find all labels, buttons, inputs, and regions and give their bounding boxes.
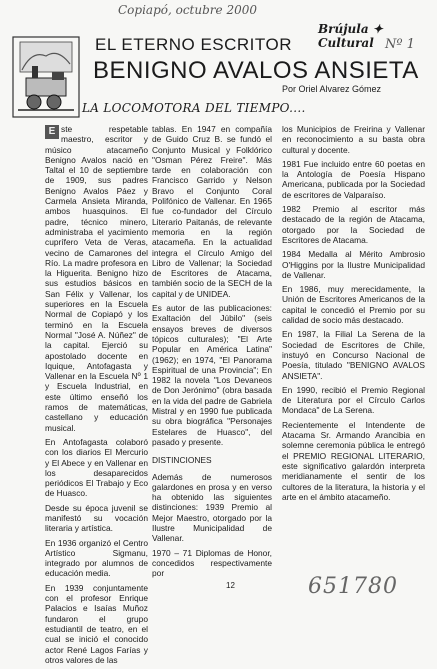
handwritten-issue-number: Nº 1 — [385, 37, 415, 52]
paragraph: los Municipios de Freirina y Vallenar en reconocimiento a su basta obra cultural y docente. — [282, 124, 425, 155]
text-column-3 — [282, 124, 425, 506]
paragraph: Es autor de las publicaciones: Exaltación del Júbilo" (seis ensayos breves de diversos tópicos culturales); "El Arte Popular en América Latina" (1962); en 1974, "El Panorama Espiritual de una Provincia"; En 1982 la novela "Los Devaneos de Don Jerónimo" (obra basada en la vida del padre de Gabriela Mistral y en 1990 fue publicada su obra biográfica "Personajes Estelares de Huasco", del pasado y presente. — [152, 303, 272, 447]
section-title: LA LOCOMOTORA DEL TIEMPO.... — [82, 101, 306, 115]
brand-left: Brújula — [318, 22, 369, 36]
masthead-brand — [318, 22, 437, 50]
compass-icon: ✦ — [372, 22, 383, 36]
paragraph: 1982 Premio al escritor más destacado de la región de Atacama, otorgado por la Sociedad de Escritores de Atacama. — [282, 204, 425, 245]
handwritten-date: Copiapó, octubre 2000 — [118, 3, 257, 17]
paragraph: En 1986, muy merecidamente, la Unión de Escritores Americanos de la capital le concedió el Premio por su calidad de socio más destacado. — [282, 284, 425, 326]
handwritten-archive-code: 651780 — [308, 574, 398, 599]
paragraph: Desde su época juvenil se manifestó su vocación literaria y artística. — [45, 502, 148, 534]
brand-right: Cultural — [318, 36, 374, 50]
paragraph: En 1987, la Filial La Serena de la Sociedad de Escritores de Chile, instuyó en Concurso Nacional de Poesía, titulado "BENIGNO AVALOS ANSIETA". — [282, 329, 425, 381]
paragraph — [45, 124, 148, 433]
article-kicker: EL ETERNO ESCRITOR — [95, 35, 292, 54]
paragraph: En 1936 organizó el Centro Artístico Sigmanu, integrado por alumnos de educación media. — [45, 537, 148, 579]
drop-cap: E — [45, 125, 59, 139]
paragraph: Además de numerosos galardones en prosa y en verso ha obtenido las siguientes distinciones: 1939 Premio al Mejor Maestro, otorgado por la Ilustre Municipalidad de Vallenar. — [152, 471, 272, 544]
page-number: 12 — [226, 581, 235, 590]
paragraph: En Antofagasta colaboró con los diarios El Mercurio y El Abece y en Vallenar en los desaparecidos periódicos El Trabajo y Eco de Huasco. — [45, 436, 148, 499]
text-column-1 — [45, 124, 148, 669]
paragraph: 1981 Fue incluido entre 60 poetas en la Antología de Poesía Hispano Americana, publicada por la Sociedad de escritores de Valparaíso. — [282, 158, 425, 200]
paragraph: Recientemente el Intendente de Atacama Sr. Armando Arancibia en solemne ceremonia pública le entregó el PREMIO REGIONAL LITERARIO, este significativo galardón interpreta meridianamente el sentir de los cultores de la literatura, la historia y el arte en el ámbito atacameño. — [282, 419, 425, 502]
text-column-2 — [152, 124, 272, 582]
distinctions-heading: DISTINCIONES — [152, 455, 212, 466]
article-title: BENIGNO AVALOS ANSIETA — [93, 57, 419, 84]
paragraph-text: ste respetable maestro, escritor y músico atacameño Benigno Avalos nació en Taltal el 10 de septiembre de 1909, sus padres Benigno Avalos Páez y Carmela Ansieta Miranda, ambos huasquinos. El padre, técnico minero, administraba el yacimiento cuprífero Veta de Veras, vecino de Camarones del Río. La madre profesora en la Higuerita. Benigno hizo sus estudios básicos en San Félix y Vallenar, los superiores en la Escuela Normal de Copiapó y los terminó en la Escuela Normal "José A. Núñez" de la capital. Ejerció su apostolado docente en Iquique, Antofagasta y Vallenar en la Escuela Nº 1 y Escuela Industrial, en este último enseñó los ramos de matemáticas, castellano y educación musical. — [45, 124, 148, 433]
paragraph: 1984 Medalla al Mérito Ambrosio O'Higgins por la Ilustre Municipalidad de Vallenar. — [282, 249, 425, 280]
paragraph: 1970 – 71 Diplomas de Honor, concedidos respectivamente por — [152, 547, 272, 579]
paragraph: En 1939 conjuntamente con el profesor Enrique Palacios e Isaías Muñoz fundaron el grupo estudiantil de teatro, en el cual se inició el conocido actor René Lagos Farías y otros valores de las — [45, 582, 148, 665]
locomotive-illustration — [12, 36, 80, 118]
paragraph: En 1990, recibió el Premio Regional de Literatura por el Círculo Carlos Mondaca" de La Serena. — [282, 384, 425, 416]
paragraph: tablas. En 1947 en compañía de Guido Cruz B. se fundó el Conjunto Musical y Folklórico "Osman Pérez Freire". Más tarde en colaboración con Francisco Garrido y Nelson Bravo el Conjunto Coral Polifónico de Vallenar. En 1965 fue co-fundador del Círculo Literario Paitanás, de relevante memoria en la región atacameña. En la actualidad integra el Círculo Amigo del Libro de Vallenar; la Sociedad de Escritores de Atacama, también socio de la SECH de la capital y de UNIDEA. — [152, 124, 272, 299]
article-author: Por Oriel Alvarez Gómez — [282, 84, 382, 94]
